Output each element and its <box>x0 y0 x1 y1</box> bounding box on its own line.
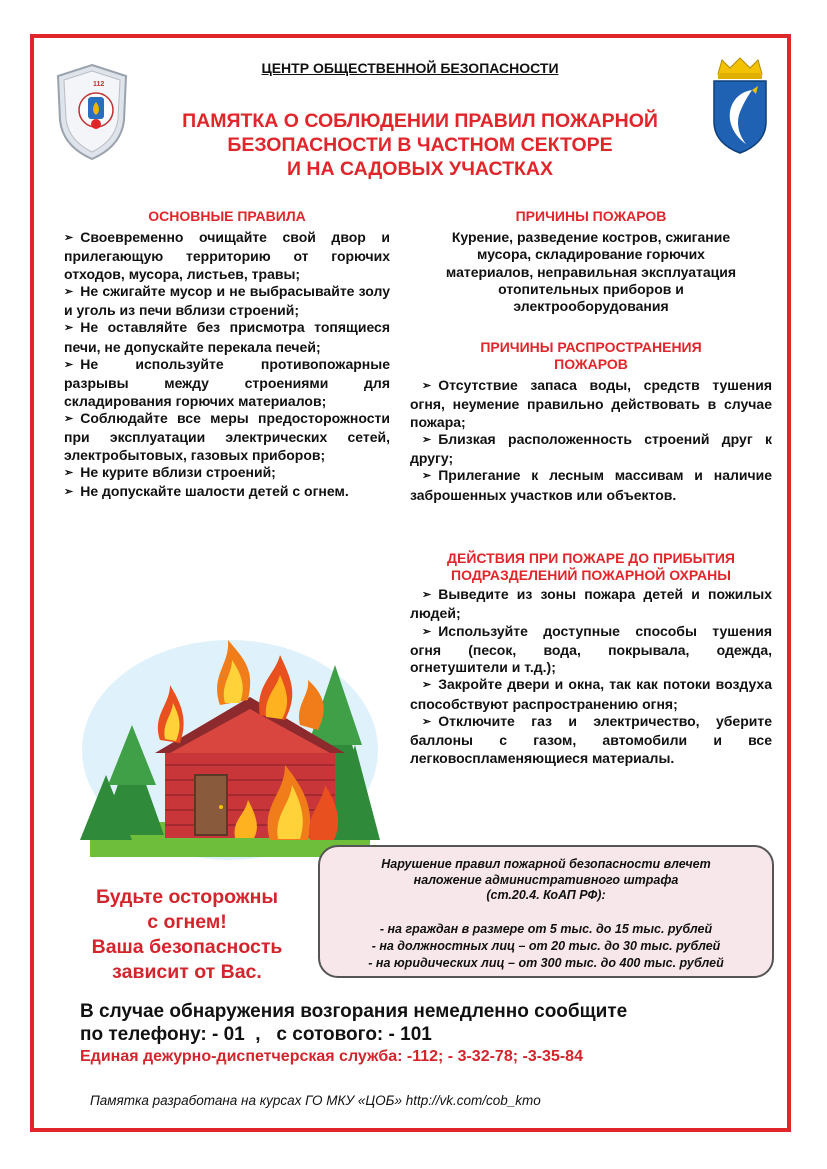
warning-text <box>62 885 312 985</box>
causes-text <box>410 229 772 315</box>
arrow-bullet-icon: ➢ <box>422 589 432 601</box>
arrow-bullet-icon: ➢ <box>422 679 432 692</box>
arrow-bullet-icon: ➢ <box>64 412 74 425</box>
list-item-text: Прилегание к лесным массивам и наличие заброшенных участков или объектов. <box>410 467 772 503</box>
fines-lines <box>326 921 766 972</box>
actions-heading-line: ПОДРАЗДЕЛЕНИЙ ПОЖАРНОЙ ОХРАНЫ <box>451 567 731 583</box>
list-item <box>64 410 390 464</box>
list-item-text: Выведите из зоны пожара детей и пожилых людей; <box>410 586 772 622</box>
causes-line: мусора, складирование горючих <box>477 246 705 263</box>
arrow-bullet-icon: ➢ <box>422 433 432 446</box>
causes-heading: ПРИЧИНЫ ПОЖАРОВ <box>515 208 667 224</box>
arrow-bullet-icon: ➢ <box>422 625 432 638</box>
actions-section <box>410 550 772 767</box>
arrow-bullet-icon: ➢ <box>422 716 432 729</box>
fine-line: - на юридических лиц – от 300 тыс. до 400 тыс. рублей <box>368 956 724 970</box>
list-item <box>410 623 772 677</box>
rules-heading: ОСНОВНЫЕ ПРАВИЛА <box>148 208 306 224</box>
list-item <box>410 431 772 468</box>
list-item <box>64 283 390 320</box>
list-item <box>64 483 390 502</box>
causes-section <box>410 208 772 315</box>
coat-of-arms-icon <box>708 56 772 156</box>
spread-section <box>410 339 772 504</box>
title-line: И НА САДОВЫХ УЧАСТКАХ <box>286 158 553 180</box>
rules-list <box>64 229 390 502</box>
actions-heading <box>410 550 772 584</box>
arrow-bullet-icon: ➢ <box>422 380 432 392</box>
list-item <box>64 356 390 410</box>
org-name: ЦЕНТР ОБЩЕСТВЕННОЙ БЕЗОПАСНОСТИ <box>261 60 559 76</box>
warning-line: зависит от Вас. <box>112 961 262 983</box>
list-item-text: Отсутствие запаса воды, средств тушения огня, неумение правильно действовать в случае пожара; <box>410 377 772 430</box>
list-item-text: Не сжигайте мусор и не выбрасывайте золу и уголь из печи вблизи строений; <box>64 282 390 319</box>
list-item-text: Не оставляйте без присмотра топящиеся печи, не допускайте перекала печей; <box>64 319 390 355</box>
warning-line: с огнем! <box>147 911 227 933</box>
list-item <box>64 464 390 483</box>
fines-intro-line: Нарушение правил пожарной безопасности влечет <box>381 857 711 871</box>
rules-section <box>64 208 390 502</box>
fines-box <box>318 845 774 978</box>
list-item-text: Используйте доступные способы тушения огня (песок, вода, покрывала, одежда, огнетушители и т.д.); <box>410 622 772 676</box>
spread-heading <box>410 339 772 373</box>
causes-line: материалов, неправильная эксплуатация <box>445 263 737 280</box>
arrow-bullet-icon: ➢ <box>64 359 74 372</box>
list-item <box>410 586 772 623</box>
list-item <box>410 713 772 767</box>
list-item-text: Не используйте противопожарные разрывы между строениями для складирования горючих материалов; <box>64 356 390 409</box>
contact-call <box>80 1000 760 1046</box>
burning-house-illustration <box>70 625 380 865</box>
arrow-bullet-icon: ➢ <box>64 486 74 499</box>
list-item-text: Близкая расположенность строений друг к другу; <box>410 430 772 467</box>
fines-intro-line: (ст.20.4. КоАП РФ): <box>486 888 606 902</box>
list-item-text: Соблюдайте все меры предосторожности при эксплуатации электрических сетей, электробытовых, газовых приборов; <box>64 409 390 463</box>
causes-line: Курение, разведение костров, сжигание <box>451 229 731 245</box>
actions-heading-line: ДЕЙСТВИЯ ПРИ ПОЖАРЕ ДО ПРИБЫТИЯ <box>447 550 735 566</box>
list-item <box>64 229 390 283</box>
shield-emblem-icon <box>52 62 132 162</box>
spread-heading-line: ПОЖАРОВ <box>554 356 628 372</box>
warning-line: Ваша безопасность <box>91 936 283 958</box>
causes-line: электрооборудования <box>513 298 669 315</box>
footer-note: Памятка разработана на курсах ГО МКУ «ЦОБ» http://vk.com/cob_kmo <box>90 1093 541 1108</box>
list-item-text: Своевременно очищайте свой двор и прилегающую территорию от горючих отходов, мусора, листьев, травы; <box>64 229 390 282</box>
arrow-bullet-icon: ➢ <box>422 470 432 483</box>
fines-intro-line: наложение административного штрафа <box>413 872 679 887</box>
fines-intro <box>330 857 762 904</box>
arrow-bullet-icon: ➢ <box>64 285 74 298</box>
list-item <box>410 676 772 713</box>
list-item <box>64 319 390 356</box>
causes-line: отопительных приборов и <box>498 280 684 297</box>
actions-list <box>410 586 772 767</box>
list-item <box>410 467 772 504</box>
spread-list <box>410 377 772 504</box>
page-title <box>130 109 710 181</box>
title-line: ПАМЯТКА О СОБЛЮДЕНИИ ПРАВИЛ ПОЖАРНОЙ <box>182 110 658 132</box>
list-item-text: Закройте двери и окна, так как потоки воздуха способствуют распространению огня; <box>410 676 772 712</box>
arrow-bullet-icon: ➢ <box>64 322 74 335</box>
dispatch-line: Единая дежурно-диспетчерская служба: -112; - 3-32-78; -3-35-84 <box>80 1048 583 1065</box>
list-item-text: Не курите вблизи строений; <box>80 463 276 480</box>
arrow-bullet-icon: ➢ <box>64 232 74 244</box>
badge-number: 112 <box>93 81 105 88</box>
title-line: БЕЗОПАСНОСТИ В ЧАСТНОМ СЕКТОРЕ <box>227 134 613 156</box>
list-item-text: Не допускайте шалости детей с огнем. <box>80 483 349 500</box>
spread-heading-line: ПРИЧИНЫ РАСПРОСТРАНЕНИЯ <box>480 339 702 355</box>
warning-line: Будьте осторожны <box>95 886 279 908</box>
fine-line: - на должностных лиц – от 20 тыс. до 30 тыс. рублей <box>371 939 721 953</box>
list-item <box>410 377 772 431</box>
arrow-bullet-icon: ➢ <box>64 466 74 479</box>
contact-line: В случае обнаружения возгорания немедленно сообщите <box>80 1001 628 1022</box>
contact-phone-line: по телефону: - 01 , с сотового: - 101 <box>80 1024 432 1045</box>
list-item-text: Отключите газ и электричество, уберите баллоны с газом, автомобили и все легковоспламеняющиеся материалы. <box>410 713 772 766</box>
fine-line: - на граждан в размере от 5 тыс. до 15 тыс. рублей <box>379 922 713 936</box>
